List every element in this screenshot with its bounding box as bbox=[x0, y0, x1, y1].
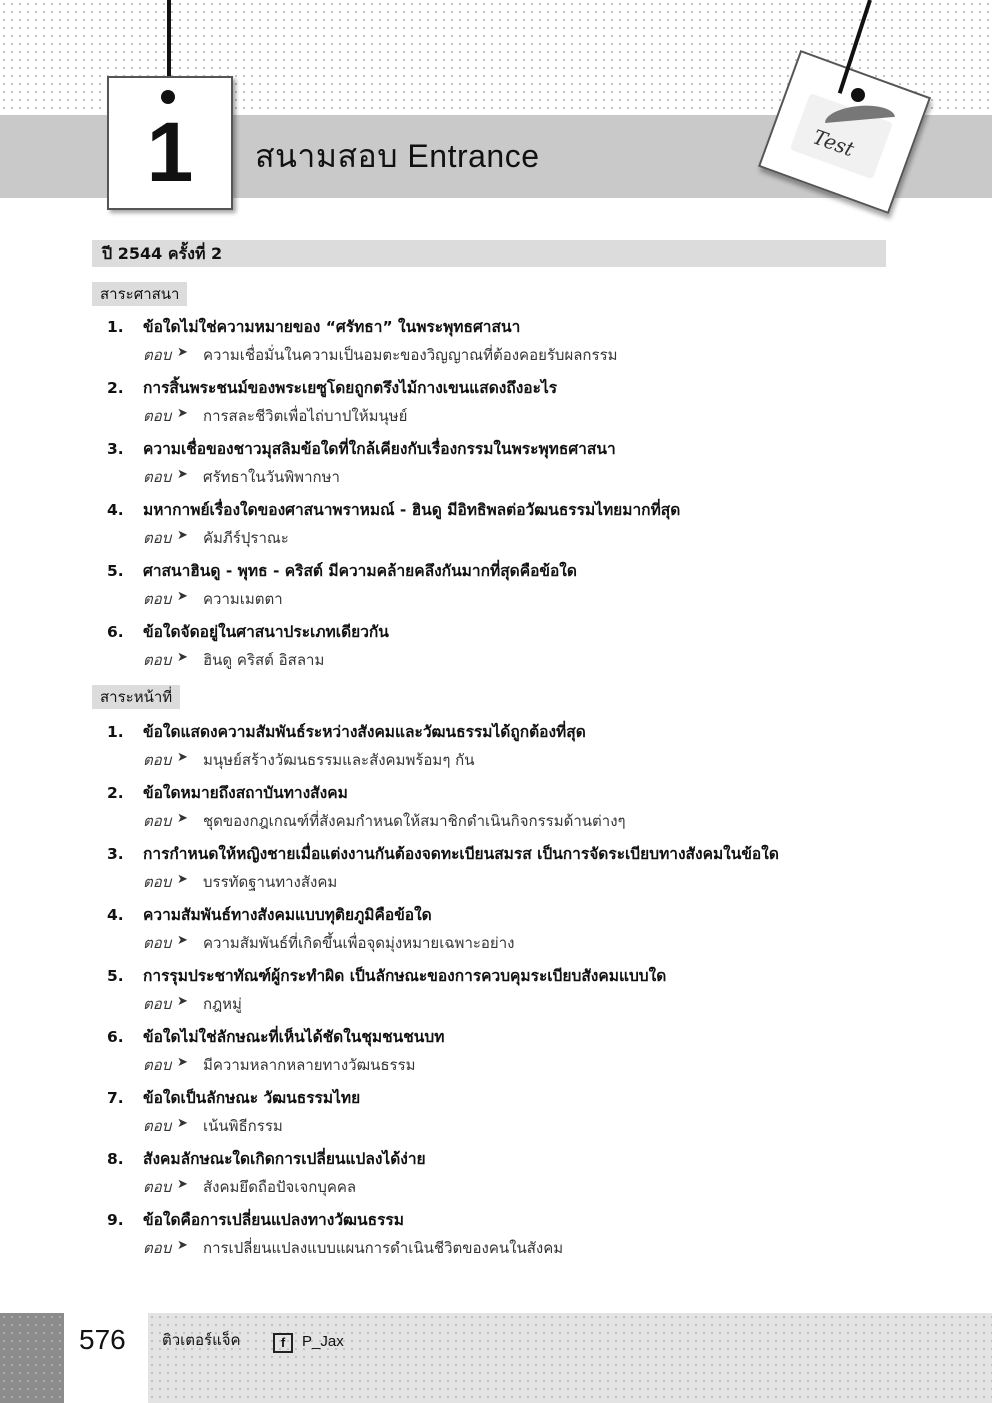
question-number: 3. bbox=[107, 844, 124, 863]
answer bbox=[107, 748, 907, 776]
answer-text: ฮินดู คริสต์ อิสลาม bbox=[203, 651, 325, 669]
question-item bbox=[107, 959, 907, 1020]
answer-label: ตอบ bbox=[143, 651, 172, 669]
answer-text: กฎหมู่ bbox=[203, 995, 242, 1013]
facebook-icon: f bbox=[273, 1333, 293, 1353]
answer-label: ตอบ bbox=[143, 873, 172, 891]
author-name: ติวเตอร์แจ็ค bbox=[162, 1331, 241, 1349]
question bbox=[107, 1081, 907, 1114]
answer-text: ศรัทธาในวันพิพากษา bbox=[203, 468, 340, 486]
answer bbox=[107, 992, 907, 1020]
question-text: มหากาพย์เรื่องใดของศาสนาพราหมณ์ - ฮินดู มีอิทธิพลต่อวัฒนธรรมไทยมากที่สุด bbox=[143, 501, 681, 519]
question-item bbox=[107, 715, 907, 776]
question-text: ข้อใดจัดอยู่ในศาสนาประเภทเดียวกัน bbox=[143, 623, 389, 641]
answer-text: เน้นพิธีกรรม bbox=[203, 1117, 283, 1135]
arrow-right-icon: ➤ bbox=[177, 1238, 188, 1253]
answer-text: บรรทัดฐานทางสังคม bbox=[203, 873, 338, 891]
section-tag: สาระศาสนา bbox=[92, 282, 187, 306]
answer bbox=[107, 343, 907, 371]
question bbox=[107, 1020, 907, 1053]
question-item bbox=[107, 310, 907, 371]
answer-text: ความสัมพันธ์ที่เกิดขึ้นเพื่อจุดมุ่งหมายเฉพาะอย่าง bbox=[203, 934, 515, 952]
answer-text: มีความหลากหลายทางวัฒนธรรม bbox=[203, 1056, 416, 1074]
arrow-right-icon: ➤ bbox=[177, 406, 188, 421]
question-item bbox=[107, 837, 907, 898]
answer-label: ตอบ bbox=[143, 1056, 172, 1074]
chapter-number: 1 bbox=[146, 105, 194, 199]
question-number: 4. bbox=[107, 905, 124, 924]
answer bbox=[107, 931, 907, 959]
question-list bbox=[107, 715, 907, 1264]
arrow-right-icon: ➤ bbox=[177, 345, 188, 360]
arrow-right-icon: ➤ bbox=[177, 467, 188, 482]
answer bbox=[107, 809, 907, 837]
answer-label: ตอบ bbox=[143, 407, 172, 425]
answer-text: ความเชื่อมั่นในความเป็นอมตะของวิญญาณที่ต้องคอยรับผลกรรม bbox=[203, 346, 618, 364]
answer bbox=[107, 1053, 907, 1081]
answer-label: ตอบ bbox=[143, 934, 172, 952]
answer-text: มนุษย์สร้างวัฒนธรรมและสังคมพร้อมๆ กัน bbox=[203, 751, 475, 769]
answer bbox=[107, 1236, 907, 1264]
question-number: 7. bbox=[107, 1088, 124, 1107]
question-number: 9. bbox=[107, 1210, 124, 1229]
answer-label: ตอบ bbox=[143, 751, 172, 769]
answer-label: ตอบ bbox=[143, 1117, 172, 1135]
question-item bbox=[107, 898, 907, 959]
question-number: 1. bbox=[107, 722, 124, 741]
question-item bbox=[107, 432, 907, 493]
section-tag: สาระหน้าที่ bbox=[92, 685, 180, 709]
arrow-right-icon: ➤ bbox=[177, 1055, 188, 1070]
question-number: 1. bbox=[107, 317, 124, 336]
arrow-right-icon: ➤ bbox=[177, 750, 188, 765]
answer-text: ชุดของกฎเกณฑ์ที่สังคมกำหนดให้สมาชิกดำเนินกิจกรรมด้านต่างๆ bbox=[203, 812, 626, 830]
question bbox=[107, 371, 907, 404]
question-text: ความสัมพันธ์ทางสังคมแบบทุติยภูมิคือข้อใด bbox=[143, 906, 432, 924]
question-number: 5. bbox=[107, 561, 124, 580]
question-item bbox=[107, 1203, 907, 1264]
question bbox=[107, 715, 907, 748]
question-text: ข้อใดเป็นลักษณะ วัฒนธรรมไทย bbox=[143, 1089, 361, 1107]
answer-label: ตอบ bbox=[143, 1239, 172, 1257]
answer-text: คัมภีร์ปุราณะ bbox=[203, 529, 289, 547]
answer bbox=[107, 1114, 907, 1142]
arrow-right-icon: ➤ bbox=[177, 528, 188, 543]
question-number: 4. bbox=[107, 500, 124, 519]
arrow-right-icon: ➤ bbox=[177, 933, 188, 948]
question-number: 6. bbox=[107, 622, 124, 641]
question-item bbox=[107, 1020, 907, 1081]
arrow-right-icon: ➤ bbox=[177, 1116, 188, 1131]
question bbox=[107, 1142, 907, 1175]
question bbox=[107, 898, 907, 931]
question-item bbox=[107, 554, 907, 615]
footer-dark-block bbox=[0, 1313, 64, 1403]
question-text: ข้อใดคือการเปลี่ยนแปลงทางวัฒนธรรม bbox=[143, 1211, 404, 1229]
answer-label: ตอบ bbox=[143, 468, 172, 486]
question-text: การสิ้นพระชนม์ของพระเยซูโดยถูกตรึงไม้กางเขนแสดงถึงอะไร bbox=[143, 379, 558, 397]
question-text: ข้อใดไม่ใช่ความหมายของ “ศรัทธา” ในพระพุทธศาสนา bbox=[143, 318, 521, 336]
footer-band bbox=[148, 1313, 992, 1403]
answer-text: การเปลี่ยนแปลงแบบแผนการดำเนินชีวิตของคนในสังคม bbox=[203, 1239, 564, 1257]
answer bbox=[107, 870, 907, 898]
question-number: 2. bbox=[107, 378, 124, 397]
question bbox=[107, 615, 907, 648]
question bbox=[107, 837, 907, 870]
question bbox=[107, 493, 907, 526]
question-number: 5. bbox=[107, 966, 124, 985]
year-heading-bar bbox=[92, 240, 886, 267]
arrow-right-icon: ➤ bbox=[177, 589, 188, 604]
arrow-right-icon: ➤ bbox=[177, 811, 188, 826]
question-item bbox=[107, 1081, 907, 1142]
answer-text: สังคมยึดถือปัจเจกบุคคล bbox=[203, 1178, 357, 1196]
answer bbox=[107, 465, 907, 493]
question bbox=[107, 776, 907, 809]
question-item bbox=[107, 493, 907, 554]
question-number: 8. bbox=[107, 1149, 124, 1168]
answer bbox=[107, 526, 907, 554]
question-item bbox=[107, 371, 907, 432]
arrow-right-icon: ➤ bbox=[177, 994, 188, 1009]
question bbox=[107, 432, 907, 465]
question-text: การกำหนดให้หญิงชายเมื่อแต่งงานกันต้องจดทะเบียนสมรส เป็นการจัดระเบียบทางสังคมในข้อใด bbox=[143, 845, 779, 863]
answer bbox=[107, 587, 907, 615]
question-text: ศาสนาฮินดู - พุทธ - คริสต์ มีความคล้ายคลึงกันมากที่สุดคือข้อใด bbox=[143, 562, 577, 580]
question-item bbox=[107, 1142, 907, 1203]
answer bbox=[107, 1175, 907, 1203]
page-number: 576 bbox=[79, 1324, 126, 1355]
answer-label: ตอบ bbox=[143, 1178, 172, 1196]
question bbox=[107, 554, 907, 587]
question-number: 6. bbox=[107, 1027, 124, 1046]
chapter-title: สนามสอบ Entrance bbox=[255, 138, 540, 174]
question-text: ข้อใดไม่ใช่ลักษณะที่เห็นได้ชัดในชุมชนชนบท bbox=[143, 1028, 445, 1046]
arrow-right-icon: ➤ bbox=[177, 650, 188, 665]
arrow-right-icon: ➤ bbox=[177, 1177, 188, 1192]
facebook-name: P_Jax bbox=[302, 1333, 344, 1350]
question-number: 2. bbox=[107, 783, 124, 802]
answer-label: ตอบ bbox=[143, 590, 172, 608]
answer bbox=[107, 404, 907, 432]
test-card-text: Test bbox=[809, 124, 858, 162]
question-text: ความเชื่อของชาวมุสลิมข้อใดที่ใกล้เคียงกับเรื่องกรรมในพระพุทธศาสนา bbox=[143, 440, 616, 458]
answer bbox=[107, 648, 907, 676]
question-text: การรุมประชาทัณฑ์ผู้กระทำผิด เป็นลักษณะของการควบคุมระเบียบสังคมแบบใด bbox=[143, 967, 667, 985]
answer-label: ตอบ bbox=[143, 529, 172, 547]
arrow-right-icon: ➤ bbox=[177, 872, 188, 887]
question-number: 3. bbox=[107, 439, 124, 458]
question-text: ข้อใดหมายถึงสถาบันทางสังคม bbox=[143, 784, 348, 802]
answer-label: ตอบ bbox=[143, 995, 172, 1013]
year-heading: ปี 2544 ครั้งที่ 2 bbox=[102, 244, 223, 263]
answer-text: การสละชีวิตเพื่อไถ่บาปให้มนุษย์ bbox=[203, 407, 408, 425]
pin-icon bbox=[851, 88, 865, 102]
question bbox=[107, 310, 907, 343]
question bbox=[107, 959, 907, 992]
question-text: สังคมลักษณะใดเกิดการเปลี่ยนแปลงได้ง่าย bbox=[143, 1150, 426, 1168]
question-item bbox=[107, 615, 907, 676]
pin-icon bbox=[161, 90, 175, 104]
question-item bbox=[107, 776, 907, 837]
question bbox=[107, 1203, 907, 1236]
question-list bbox=[107, 310, 907, 676]
answer-label: ตอบ bbox=[143, 346, 172, 364]
question-text: ข้อใดแสดงความสัมพันธ์ระหว่างสังคมและวัฒนธรรมได้ถูกต้องที่สุด bbox=[143, 723, 586, 741]
answer-label: ตอบ bbox=[143, 812, 172, 830]
answer-text: ความเมตตา bbox=[203, 590, 283, 608]
